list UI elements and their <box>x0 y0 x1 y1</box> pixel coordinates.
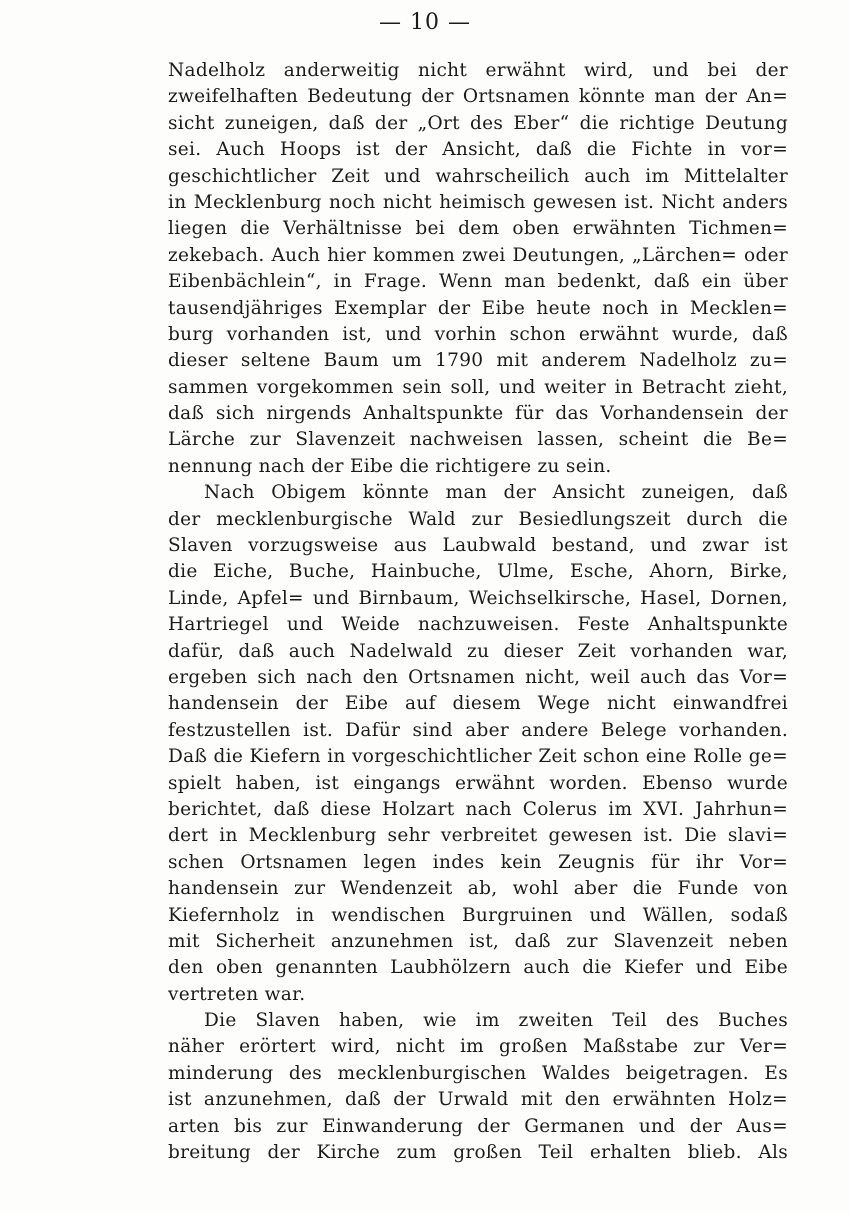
text-line: schen Ortsnamen legen indes kein Zeugnis für ihr Vor= <box>168 851 788 873</box>
text-line: Linde, Apfel= und Birnbaum, Weichselkirsche, Hasel, Dornen, <box>168 587 788 609</box>
text-line: berichtet, daß diese Holzart nach Colerus im XVI. Jahrhun= <box>168 798 788 820</box>
text-line: Nach Obigem könnte man der Ansicht zuneigen, daß <box>204 482 788 504</box>
text-line: Lärche zur Slavenzeit nachweisen lassen, scheint die Be= <box>168 429 788 451</box>
page-number: — 10 — <box>379 10 471 35</box>
text-line: Eibenbächlein“, in Frage. Wenn man bedenkt, daß ein über <box>168 271 788 293</box>
text-line: burg vorhanden ist, und vorhin schon erwähnt wurde, daß <box>168 323 788 345</box>
text-line: breitung der Kirche zum großen Teil erhalten blieb. Als <box>168 1142 788 1164</box>
text-line: sammen vorgekommen sein soll, und weiter in Betracht zieht, <box>168 376 788 398</box>
text-line: handensein zur Wendenzeit ab, wohl aber die Funde von <box>168 878 788 900</box>
text-line: dafür, daß auch Nadelwald zu dieser Zeit vorhanden war, <box>168 640 788 662</box>
text-line: näher erörtert wird, nicht im großen Maßstabe zur Ver= <box>168 1036 788 1058</box>
text-line: in Mecklenburg noch nicht heimisch gewesen ist. Nicht anders <box>168 191 788 213</box>
body-text <box>168 58 788 1166</box>
text-line: minderung des mecklenburgischen Waldes beigetragen. Es <box>168 1062 788 1084</box>
text-line: den oben genannten Laubhölzern auch die Kiefer und Eibe <box>168 957 788 979</box>
text-line: zekebach. Auch hier kommen zwei Deutungen, „Lärchen= oder <box>168 244 788 266</box>
text-line: ist anzunehmen, daß der Urwald mit den erwähnten Holz= <box>168 1089 788 1111</box>
text-line: Hartriegel und Weide nachzuweisen. Feste Anhaltspunkte <box>168 614 788 636</box>
text-line: Slaven vorzugsweise aus Laubwald bestand, und zwar ist <box>168 535 788 557</box>
text-line: festzustellen ist. Dafür sind aber andere Belege vorhanden. <box>168 719 788 741</box>
text-line: spielt haben, ist eingangs erwähnt worden. Ebenso wurde <box>168 772 788 794</box>
text-line: Kiefernholz in wendischen Burgruinen und Wällen, sodaß <box>168 904 788 926</box>
text-line: daß sich nirgends Anhaltspunkte für das Vorhandensein der <box>168 403 788 425</box>
text-line: sicht zuneigen, daß der „Ort des Eber“ die richtige Deutung <box>168 112 788 134</box>
text-line: tausendjähriges Exemplar der Eibe heute noch in Mecklen= <box>168 297 788 319</box>
text-line: mit Sicherheit anzunehmen ist, daß zur Slavenzeit neben <box>168 930 788 952</box>
text-line: nennung nach der Eibe die richtigere zu sein. <box>168 455 612 477</box>
text-line: ergeben sich nach den Ortsnamen nicht, weil auch das Vor= <box>168 666 788 688</box>
text-line: der mecklenburgische Wald zur Besiedlungszeit durch die <box>168 508 788 530</box>
text-line: dieser seltene Baum um 1790 mit anderem Nadelholz zu= <box>168 350 788 372</box>
text-line: handensein der Eibe auf diesem Wege nicht einwandfrei <box>168 693 788 715</box>
text-line: die Eiche, Buche, Hainbuche, Ulme, Esche, Ahorn, Birke, <box>168 561 788 583</box>
text-line: dert in Mecklenburg sehr verbreitet gewesen ist. Die slavi= <box>168 825 788 847</box>
text-line: zweifelhaften Bedeutung der Ortsnamen könnte man der An= <box>168 86 788 108</box>
text-line: Daß die Kiefern in vorgeschichtlicher Zeit schon eine Rolle ge= <box>168 746 788 768</box>
text-line: Die Slaven haben, wie im zweiten Teil des Buches <box>204 1010 788 1032</box>
text-line: Nadelholz anderweitig nicht erwähnt wird, und bei der <box>168 60 788 81</box>
text-line: geschichtlicher Zeit und wahrscheilich auch im Mittelalter <box>168 165 788 187</box>
text-line: vertreten war. <box>168 983 306 1005</box>
text-line: sei. Auch Hoops ist der Ansicht, daß die Fichte in vor= <box>168 139 788 161</box>
text-line: arten bis zur Einwanderung der Germanen und der Aus= <box>168 1115 788 1137</box>
text-line: liegen die Verhältnisse bei dem oben erwähnten Tichmen= <box>168 218 788 240</box>
